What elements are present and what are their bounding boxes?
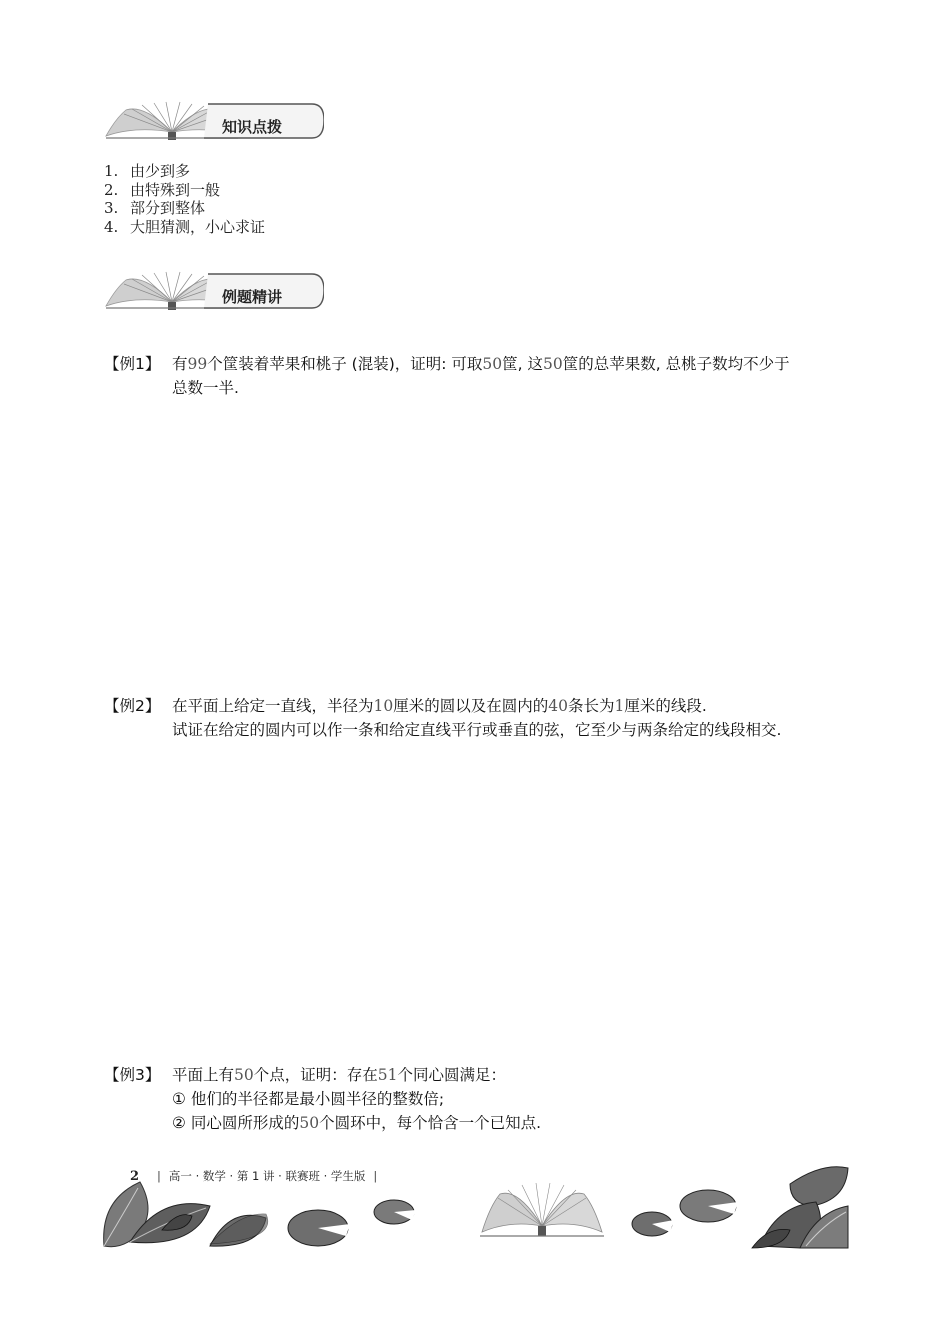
example-tag: 【例3】 bbox=[104, 1066, 161, 1084]
knowledge-list bbox=[104, 162, 265, 236]
footer-title: 高一 · 数学 · 第 1 讲 · 联赛班 · 学生版 bbox=[168, 1169, 366, 1183]
example-3 bbox=[104, 1063, 864, 1135]
list-item: 3. 部分到整体 bbox=[104, 199, 206, 217]
footer-decoration bbox=[100, 1160, 850, 1255]
example-line: 有99个筐装着苹果和桃子 (混装)，证明: 可取50筐, 这50筐的总苹果数, 总桃子数均不少于 bbox=[172, 355, 790, 373]
lily-pad-icon bbox=[680, 1190, 738, 1222]
open-book-icon bbox=[104, 100, 324, 144]
list-item: 2. 由特殊到一般 bbox=[104, 180, 221, 199]
example-line: ② 同心圆所形成的50个圆环中，每个恰含一个已知点. bbox=[172, 1114, 541, 1132]
example-line: 平面上有50个点，证明：存在51个同心圆满足： bbox=[172, 1066, 507, 1084]
lily-pad-icon bbox=[288, 1210, 350, 1246]
example-line: 试证在给定的圆内可以作一条和给定直线平行或垂直的弦，它至少与两条给定的线段相交. bbox=[172, 721, 782, 739]
section-header-examples bbox=[104, 270, 324, 330]
open-book-icon bbox=[104, 270, 324, 314]
page-number: 2 bbox=[130, 1169, 140, 1184]
example-1 bbox=[104, 352, 864, 400]
leaf-icon bbox=[790, 1167, 848, 1206]
example-line: 总数一半. bbox=[172, 379, 239, 397]
example-line: ① 他们的半径都是最小圆半径的整数倍; bbox=[172, 1090, 445, 1108]
section-header-knowledge bbox=[104, 100, 324, 160]
list-item: 4. 大胆猜测，小心求证 bbox=[104, 217, 266, 236]
open-book-icon bbox=[480, 1183, 604, 1236]
example-tag: 【例1】 bbox=[104, 355, 161, 373]
example-tag: 【例2】 bbox=[104, 697, 161, 715]
list-item: 1. 由少到多 bbox=[104, 162, 191, 180]
lily-pad-icon bbox=[632, 1212, 674, 1236]
example-2 bbox=[104, 694, 864, 742]
section-title-examples: 例题精讲 bbox=[222, 287, 283, 306]
lily-pad-icon bbox=[374, 1200, 416, 1224]
page-footer: 2 | 高一 · 数学 · 第 1 讲 · 联赛班 · 学生版 | bbox=[130, 1169, 378, 1184]
section-title-knowledge: 知识点拨 bbox=[222, 117, 283, 136]
example-line: 在平面上给定一直线，半径为10厘米的圆以及在圆内的40条长为1厘米的线段. bbox=[172, 697, 707, 715]
